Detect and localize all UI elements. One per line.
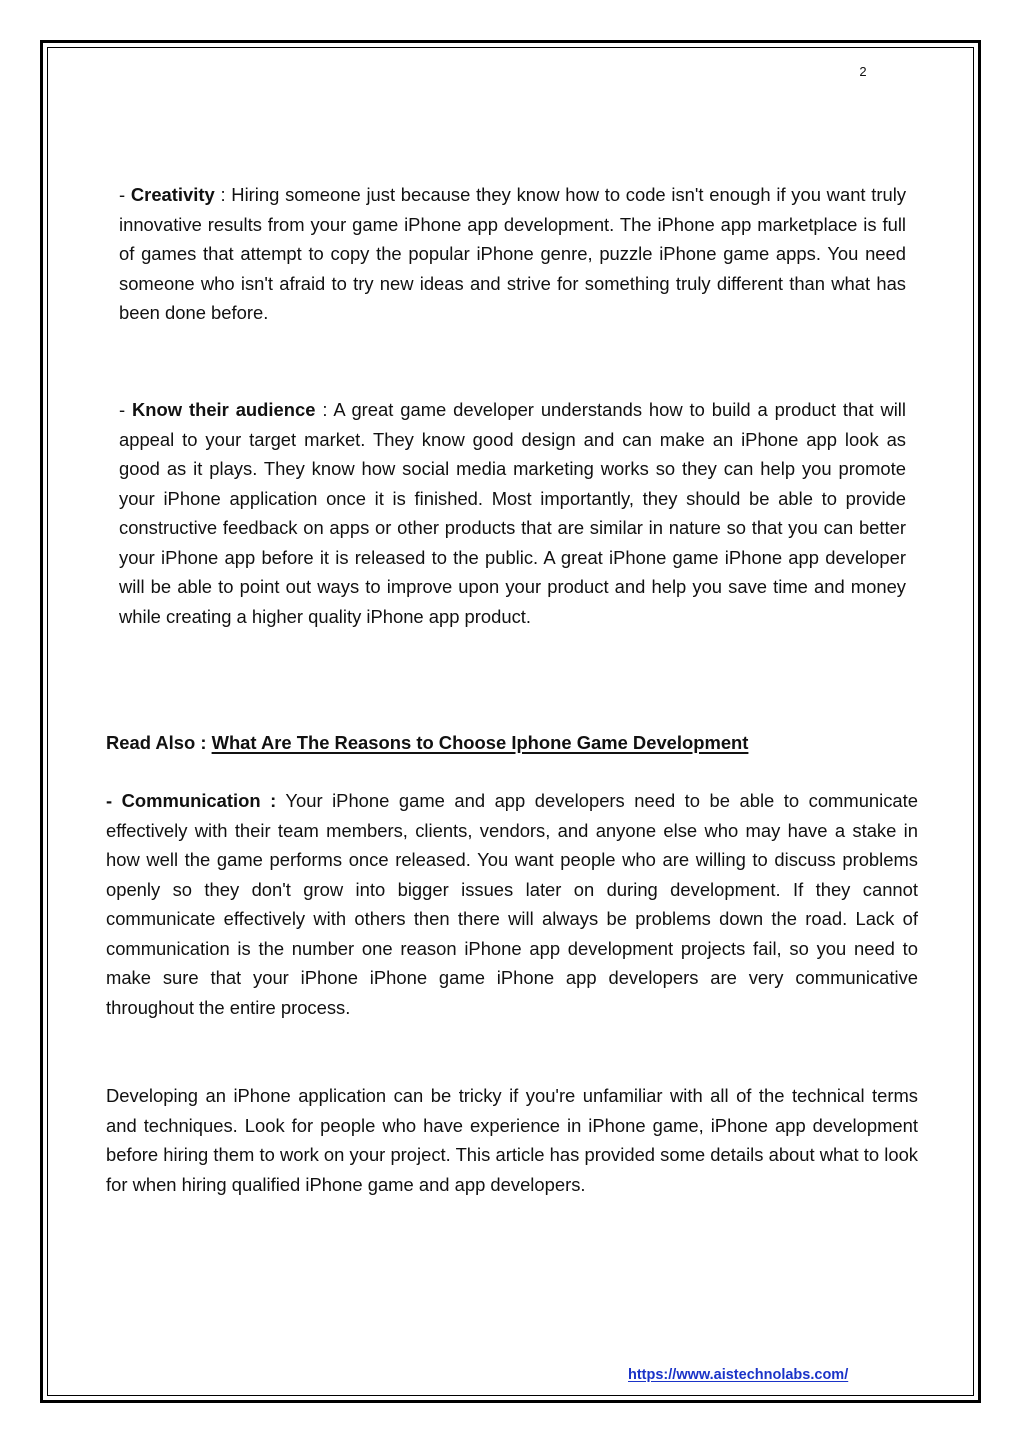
audience-heading: Know their audience [132, 399, 316, 420]
audience-separator: : [315, 399, 334, 420]
read-also-label: Read Also : [106, 732, 212, 753]
audience-body: A great game developer understands how to build a product that will appeal to your target market. They know good design and can make an iPhone app look as good as it plays. They know how social media marketing works so they can help you promote your iPhone application once it is finished. Most importantly, they should be able to provide constructive feedback on apps or other products that are similar in nature so that you can better your iPhone app before it is released to the public. A great iPhone game iPhone app developer will be able to point out ways to improve upon your product and help you save time and money while creating a higher quality iPhone app product. [119, 399, 906, 627]
closing-paragraph: Developing an iPhone application can be tricky if you're unfamiliar with all of the technical terms and techniques. Look for people who have experience in iPhone game, iPhone app development before hiring them to work on your project. This article has provided some details about what to look for when hiring qualified iPhone game and app developers. [106, 1085, 918, 1195]
creativity-separator: : [214, 184, 232, 205]
page-number: 2 [859, 64, 867, 79]
creativity-body: Hiring someone just because they know how to code isn't enough if you want truly innovative results from your game iPhone app development. The iPhone app marketplace is full of games that attempt to copy the popular iPhone genre, puzzle iPhone game apps. You need someone who isn't afraid to try new ideas and strive for something truly different than what has been done before. [119, 184, 907, 323]
footer-url-link[interactable]: https://www.aistechnolabs.com/ [628, 1367, 849, 1383]
communication-body: Your iPhone game and app developers need to be able to communicate effectively with their team members, clients, vendors, and anyone else who may have a stake in how well the game performs once released. You want people who are willing to discuss problems openly so they don't grow into bigger issues later on during development. If they cannot communicate effectively with others then there will always be problems down the road. Lack of communication is the number one reason iPhone app development projects fail, so you need to make sure that your iPhone iPhone game iPhone app developers are very communicative throughout the entire process. [106, 790, 918, 1018]
communication-paragraph [106, 786, 918, 1022]
audience-paragraph [119, 395, 906, 631]
read-also-link[interactable]: What Are The Reasons to Choose Iphone Game Development [211, 732, 749, 753]
read-also-line [106, 728, 748, 758]
creativity-prefix: - [119, 184, 131, 205]
creativity-paragraph [119, 180, 906, 328]
communication-heading: - Communication : [106, 790, 277, 811]
audience-prefix: - [119, 399, 133, 420]
creativity-heading: Creativity [130, 184, 215, 205]
